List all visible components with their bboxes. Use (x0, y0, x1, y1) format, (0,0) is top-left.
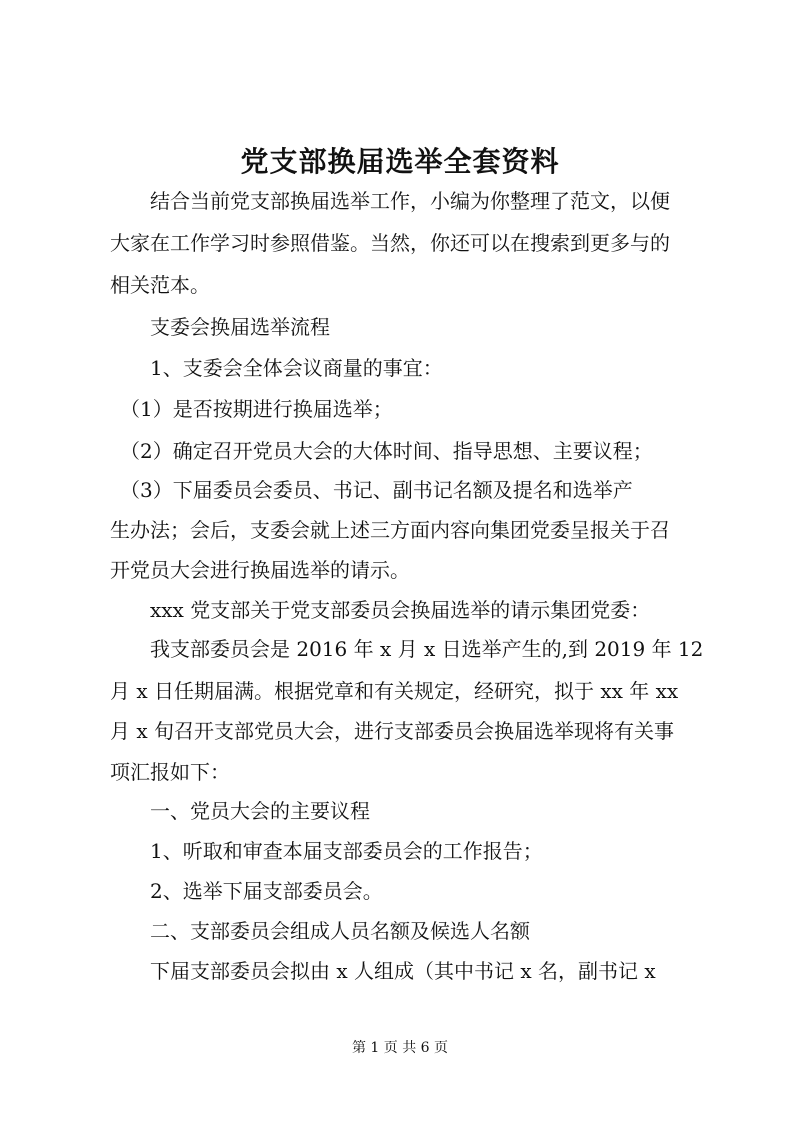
body-line: 结合当前党支部换届选举工作，小编为你整理了范文，以便 (110, 189, 670, 213)
body-line: 月 x 旬召开支部党员大会，进行支部委员会换届选举现将有关事 (110, 719, 674, 743)
body-line: 二、支部委员会组成人员名额及候选人名额 (110, 919, 530, 943)
body-line: 支委会换届选举流程 (110, 315, 330, 339)
body-line: 项汇报如下： (110, 760, 230, 784)
body-line: 2、选举下届支部委员会。 (110, 879, 383, 903)
body-line: 下届支部委员会拟由 x 人组成（其中书记 x 名，副书记 x (110, 959, 656, 983)
body-line: 开党员大会进行换届选举的请示。 (110, 558, 410, 582)
body-line: 一、党员大会的主要议程 (110, 799, 370, 823)
body-line: xxx 党支部关于党支部委员会换届选举的请示集团党委： (110, 598, 651, 622)
body-line: 生办法；会后，支委会就上述三方面内容向集团党委呈报关于召 (110, 518, 670, 542)
body-line: 1、支委会全体会议商量的事宜： (110, 356, 443, 380)
body-line: （3）下届委员会委员、书记、副书记名额及提名和选举产 (110, 478, 633, 502)
body-line: （1）是否按期进行换届选举； (110, 397, 393, 421)
body-line: （2）确定召开党员大会的大体时间、指导思想、主要议程； (110, 439, 653, 463)
body-line: 1、听取和审查本届支部委员会的工作报告； (110, 839, 543, 863)
body-line: 相关范本。 (110, 273, 210, 297)
body-line: 大家在工作学习时参照借鉴。当然，你还可以在搜索到更多与的 (110, 231, 670, 255)
body-line: 我支部委员会是 2016 年 x 月 x 日选举产生的,到 2019 年 12 (110, 637, 704, 661)
page-number-footer: 第 1 页 共 6 页 (351, 1040, 449, 1056)
body-line: 月 x 日任期届满。根据党章和有关规定，经研究，拟于 xx 年 xx (110, 679, 679, 703)
document-title: 党支部换届选举全套资料 (240, 145, 560, 178)
